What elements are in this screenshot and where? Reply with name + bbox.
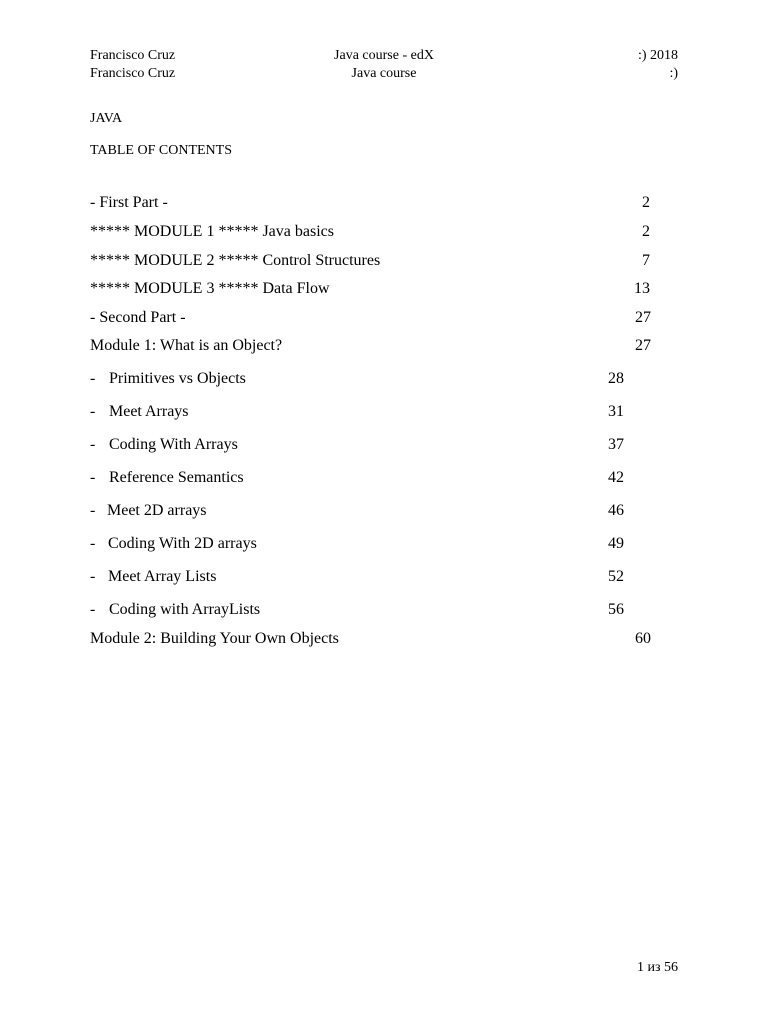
toc-subentry-label: Coding With Arrays bbox=[109, 436, 238, 453]
toc-page-number[interactable]: 56 bbox=[608, 601, 624, 618]
header-author-2: Francisco Cruz bbox=[90, 66, 176, 81]
toc-subentry-label: Coding with ArrayLists bbox=[109, 601, 261, 618]
dash-marker: - bbox=[90, 469, 96, 486]
toc-subentry-label: Reference Semantics bbox=[109, 469, 244, 486]
toc-subentry-meet-arrays[interactable] bbox=[90, 402, 189, 422]
toc-subentry-coding-arrays[interactable] bbox=[90, 435, 238, 455]
toc-page-number[interactable]: 52 bbox=[608, 568, 624, 585]
toc-page-number[interactable]: 60 bbox=[635, 630, 651, 647]
dash-marker: - bbox=[90, 568, 96, 585]
toc-entry-second-part[interactable]: - Second Part - bbox=[90, 309, 186, 326]
page-indicator: 1 из 56 bbox=[636, 960, 678, 975]
toc-subentry-label: Primitives vs Objects bbox=[109, 370, 246, 387]
toc-page-number[interactable]: 13 bbox=[634, 280, 650, 297]
toc-subentry-coding-arraylists[interactable] bbox=[90, 600, 260, 620]
toc-subentry-reference-semantics[interactable] bbox=[90, 468, 244, 488]
toc-page-number[interactable]: 27 bbox=[635, 309, 651, 326]
toc-subentry-label: Meet Array Lists bbox=[108, 568, 217, 585]
toc-page-number[interactable]: 46 bbox=[608, 502, 624, 519]
dash-marker: - bbox=[90, 436, 96, 453]
dash-marker: - bbox=[90, 403, 96, 420]
dash-marker: - bbox=[90, 535, 96, 552]
toc-page-number[interactable]: 27 bbox=[635, 337, 651, 354]
toc-subentry-label: Coding With 2D arrays bbox=[108, 535, 257, 552]
toc-entry-what-is-object[interactable]: Module 1: What is an Object? bbox=[90, 337, 283, 354]
dash-marker: - bbox=[90, 601, 96, 618]
toc-page-number[interactable]: 31 bbox=[608, 403, 624, 420]
toc-subentry-meet-2d-arrays[interactable] bbox=[90, 501, 207, 521]
toc-subentry-primitives[interactable] bbox=[90, 369, 246, 389]
toc-page-number[interactable]: 49 bbox=[608, 535, 624, 552]
toc-heading: TABLE OF CONTENTS bbox=[90, 143, 232, 158]
header-course-2: Java course bbox=[351, 66, 417, 81]
toc-subentry-label: Meet Arrays bbox=[109, 403, 189, 420]
toc-page-number[interactable]: 28 bbox=[608, 370, 624, 387]
toc-page-number[interactable]: 7 bbox=[642, 252, 650, 269]
toc-entry-building-objects[interactable]: Module 2: Building Your Own Objects bbox=[90, 630, 339, 647]
dash-marker: - bbox=[90, 370, 96, 387]
document-title: JAVA bbox=[90, 111, 123, 126]
header-smiley: :) bbox=[669, 66, 678, 81]
toc-entry-module-3[interactable]: ***** MODULE 3 ***** Data Flow bbox=[90, 280, 330, 297]
toc-page-number[interactable]: 37 bbox=[608, 436, 624, 453]
header-year: :) 2018 bbox=[637, 48, 678, 63]
toc-entry-module-1[interactable]: ***** MODULE 1 ***** Java basics bbox=[90, 223, 334, 240]
toc-entry-first-part[interactable]: - First Part - bbox=[90, 194, 168, 211]
toc-page-number[interactable]: 2 bbox=[642, 194, 650, 211]
toc-subentry-meet-array-lists[interactable] bbox=[90, 567, 216, 587]
toc-subentry-label: Meet 2D arrays bbox=[107, 502, 207, 519]
toc-page-number[interactable]: 2 bbox=[642, 223, 650, 240]
header-author: Francisco Cruz bbox=[90, 48, 176, 63]
toc-page-number[interactable]: 42 bbox=[608, 469, 624, 486]
dash-marker: - bbox=[90, 502, 96, 519]
toc-entry-module-2[interactable]: ***** MODULE 2 ***** Control Structures bbox=[90, 252, 381, 269]
header-course: Java course - edX bbox=[334, 48, 434, 63]
toc-subentry-coding-2d-arrays[interactable] bbox=[90, 534, 257, 554]
